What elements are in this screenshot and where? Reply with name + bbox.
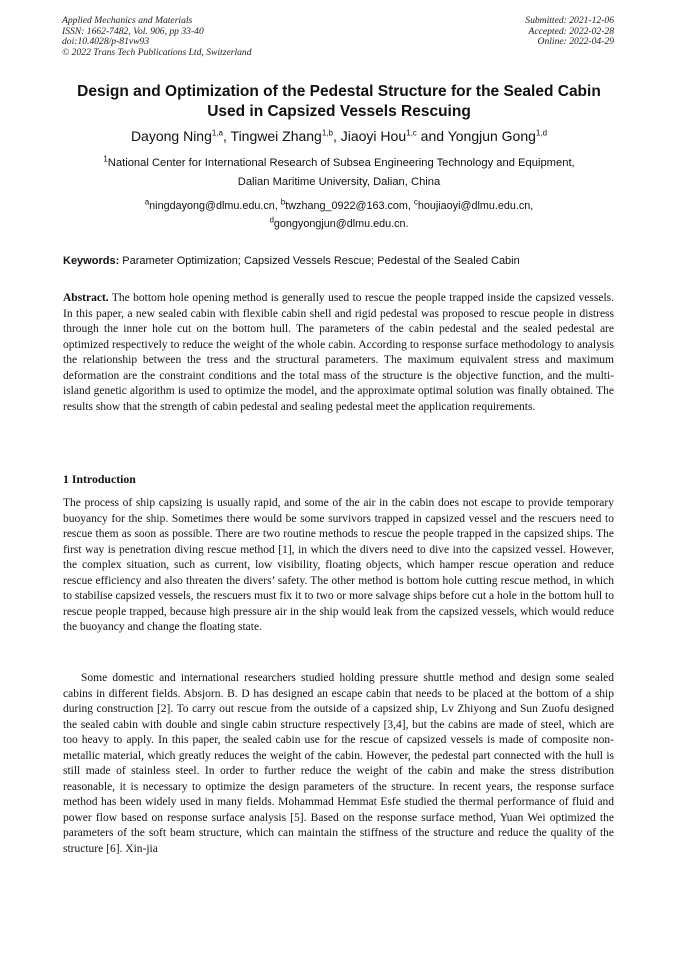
title-line-1: Design and Optimization of the Pedestal Structure for the Sealed Cabin xyxy=(77,83,601,100)
date-accepted: Accepted: 2022-02-28 xyxy=(528,25,614,37)
affiliation-mark: 1 xyxy=(103,154,108,164)
paper-title xyxy=(50,82,628,122)
email-mark: d xyxy=(269,214,274,224)
email-list xyxy=(60,198,618,233)
date-online: Online: 2022-04-29 xyxy=(537,36,614,48)
author-affiliation-mark: 1,d xyxy=(535,128,548,138)
keywords-label: Keywords: xyxy=(63,255,120,267)
author-name: Jiaoyi Hou xyxy=(340,128,407,144)
author-separator: and xyxy=(416,128,448,144)
affiliation-line-1: National Center for International Research of Subsea Engineering Technology and Equipment, xyxy=(107,157,575,169)
affiliation-line-2: Dalian Maritime University, Dalian, China xyxy=(237,175,441,188)
author-name: Dayong Ning xyxy=(130,128,212,144)
journal-copyright: © 2022 Trans Tech Publications Ltd, Switzerland xyxy=(62,46,252,58)
journal-issn: ISSN: 1662-7482, Vol. 906, pp 33-40 xyxy=(62,25,204,37)
abstract xyxy=(63,291,614,415)
author-separator: , xyxy=(332,128,341,144)
email-link[interactable]: ningdayong@dlmu.edu.cn, xyxy=(149,200,281,212)
abstract-text: The bottom hole opening method is generally used to rescue the people trapped inside the capsized vessels. In this paper, a new sealed cabin with flexible cabin shell and rigid pedestal was proposed to rescue people in distress through the inner hole cut on the bottom hull. The parameters of the cabin pedestal and the sealed pedestal are optimized respectively to reduce the weight of the whole cabin. According to response surface methodology to analysis the relationship between the tress and the structural parameters. The maximum equivalent stress and maximum deformation are the constraint conditions and the total mass of the structure is the objective function, and the multi-island genetic algorithm is used to optimize the model, and the approximate optimal solution was finally obtained. The results show that the strength of cabin pedestal and sealing pedestal meet the application requirements. xyxy=(63,292,614,413)
email-link[interactable]: twzhang_0922@163.com, xyxy=(285,200,414,212)
date-submitted: Submitted: 2021-12-06 xyxy=(525,15,614,26)
author-affiliation-mark: 1,a xyxy=(211,128,223,138)
dates-header xyxy=(525,16,614,48)
email-mark: a xyxy=(144,197,150,207)
journal-name: Applied Mechanics and Materials xyxy=(62,15,193,26)
author-separator: , xyxy=(223,128,231,144)
journal-doi: doi:10.4028/p-81vw93 xyxy=(62,36,150,48)
author-name: Yongjun Gong xyxy=(447,128,536,144)
title-line-2: Used in Capsized Vessels Rescuing xyxy=(207,103,471,120)
author-affiliation-mark: 1,c xyxy=(406,128,417,138)
section-heading-introduction: 1 Introduction xyxy=(63,472,136,486)
email-link[interactable]: houjiaoyi@dlmu.edu.cn, xyxy=(417,200,534,212)
intro-paragraph-2: Some domestic and international researchers studied holding pressure shuttle method and design some sealed cabins in different fields. Absjorn. B. D has designed an escape cabin that needs to be placed at the bottom of a ship during construction [2]. To carry out rescue from the outside of a capsized ship, Lv Zhiyong and Sun Zuofu designed the sealed cabin with double and single cabin structure respectively [3,4], but the cabins are made of steel, which are too heavy to apply. In this paper, the sealed cabin use for the rescue of capsized vessels is made of composite non-metallic material, which greatly reduces the weight of the cabin. However, the pedestal part connected with the hull is still made of stainless steel. In order to further reduce the weight of the cabin and make the stress distribution reasonable, it is necessary to optimize the design parameters of the structure. In recent years, the response surface method has been widely used in many fields. Mohammad Hemmat Esfe studied the thermal performance of fluid and power flow based on response surface analysis [5]. Based on the response surface method, Yuan Wei optimized the parameters of the soft beam structure, which can maintain the stiffness of the structure and reduce the quality of the structure [6]. Xin-jia xyxy=(63,672,614,855)
affiliation xyxy=(50,154,628,191)
email-link[interactable]: gongyongjun@dlmu.edu.cn. xyxy=(273,217,409,230)
intro-paragraph-1: The process of ship capsizing is usually rapid, and some of the air in the cabin does not escape to provide temporary buoyancy for the ship. Sometimes there would be some survivors trapped in capsized vessel and the rescuers need to rescue them as soon as possible. There are two routine methods to rescue the people trapped in the capsized ships. The first way is penetration diving rescue method [1], in which the divers need to dive into the capsized vessel. However, the complex situation, such as current, low visibility, floating objects, which hamper rescue operation and reduce rescue efficiency and also threaten the divers’ safety. The other method is bottom hole cutting rescue method, in which to stabilise capsized vessels, the rescuers must fix it to two or more salvage ships before cut a hole in the bottom hull to rescue people trapped, because high pressure air in the ship would leak from the capsized vessels, which would reduce the buoyancy and change the floating state. xyxy=(63,497,614,633)
keywords xyxy=(63,254,623,269)
author-list xyxy=(40,127,638,145)
author-affiliation-mark: 1,b xyxy=(321,128,333,138)
keywords-text: Parameter Optimization; Capsized Vessels Rescue; Pedestal of the Sealed Cabin xyxy=(119,255,520,267)
journal-header xyxy=(62,16,252,58)
abstract-label: Abstract. xyxy=(63,292,109,304)
email-mark: b xyxy=(280,197,286,207)
email-mark: c xyxy=(413,197,418,207)
author-name: Tingwei Zhang xyxy=(230,128,322,144)
